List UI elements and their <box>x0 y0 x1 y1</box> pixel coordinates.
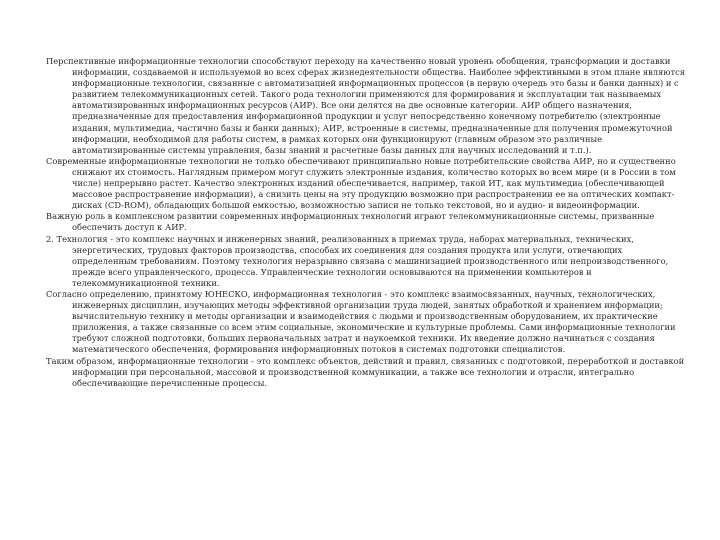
paragraph-conclusion: Таким образом, информационные технологии - это комплекс объектов, действий и правил, связанных с подготовкой, переработкой и доставкой информации при персональной, массовой и производственной коммуникации, а также все технологии и отрасли, интегрально обеспечивающие перечисленные процессы. <box>46 355 685 388</box>
document-body <box>46 56 686 389</box>
paragraph-telecommunication: Важную роль в комплексном развитии современных информационных технологий играют телекоммуникационные системы, призванные обеспечить доступ к АИР. <box>46 211 655 233</box>
paragraph-modern-technologies: Современные информационные технологии не только обеспечивают принципиально новые потребительские свойства АИР, но и существенно снижают их стоимость. Наглядным примером могут служить электронные издания, количество которых во всем мире (и в России в том числе) непрерывно растет. Качество электронных изданий обеспечивается, например, такой ИТ, как мультимедиа (обеспечивающей массовое распространение информации), а снизить цены на эту продукцию возможно при распространении ее на оптических компакт-дисках (CD-ROM), обладающих большой емкостью, возможностью записи не только текстовой, но и аудио- и видеоинформации. <box>46 155 676 211</box>
paragraph-info-resources: Перспективные информационные технологии способствуют переходу на качественно новый уровень обобщения, трансформации и доставки информации, создаваемой и используемой во всех сферах жизнедеятельности общества. Наиболее эффективными в этом плане являются информационные технологии, связанные с автоматизацией информационных процессов (в первую очередь это базы и банки данных) и с развитием телекоммуникационных сетей. Такого рода технологии применяются для формирования и эксплуатации так называемых автоматизированных информационных ресурсов (АИР). Все они делятся на две основные категории. АИР общего назначения, предназначенные для предоставления информационной продукции и услуг непосредственно конечному потребителю (электронные издания, мультимедиа, частично базы и банки данных); АИР, встроенные в системы, предназначенные для получения промежуточной информации, необходимой для работы систем, в рамках которых они функционируют (главным образом это различные автоматизированные системы управления, базы знаний и расчетные базы данных для научных исследований и т.п.). <box>46 56 685 155</box>
paragraph-technology-definition: 2. Технология - это комплекс научных и инженерных знаний, реализованных в приемах труда, наборах материальных, технических, энергетических, трудовых факторов производства, способах их соединения для создания продукта или услуги, отвечающих определенным требованиям. Поэтому технология неразрывно связана с машинизацией производственного или непроизводственного, прежде всего управленческого, процесса. Управленческие технологии основываются на применении компьютеров и телекоммуникационной техники. <box>46 233 669 288</box>
paragraph-unesco-definition: Согласно определению, принятому ЮНЕСКО, информационная технология - это комплекс взаимосвязанных, научных, технологических, инженерных дисциплин, изучающих методы эффективной организации труда людей, занятых обработкой и хранением информации; вычислительную технику и методы организации и взаимодействия с людьми и производственным оборудованием, их практические приложения, а также связанные со всем этим социальные, экономические и культурные проблемы. Сами информационные технологии требуют сложной подготовки, больших первоначальных затрат и наукоемкой техники. Их введение должно начинаться с создания математического обеспечения, формирования информационных потоков в системах подготовки специалистов. <box>46 288 676 355</box>
